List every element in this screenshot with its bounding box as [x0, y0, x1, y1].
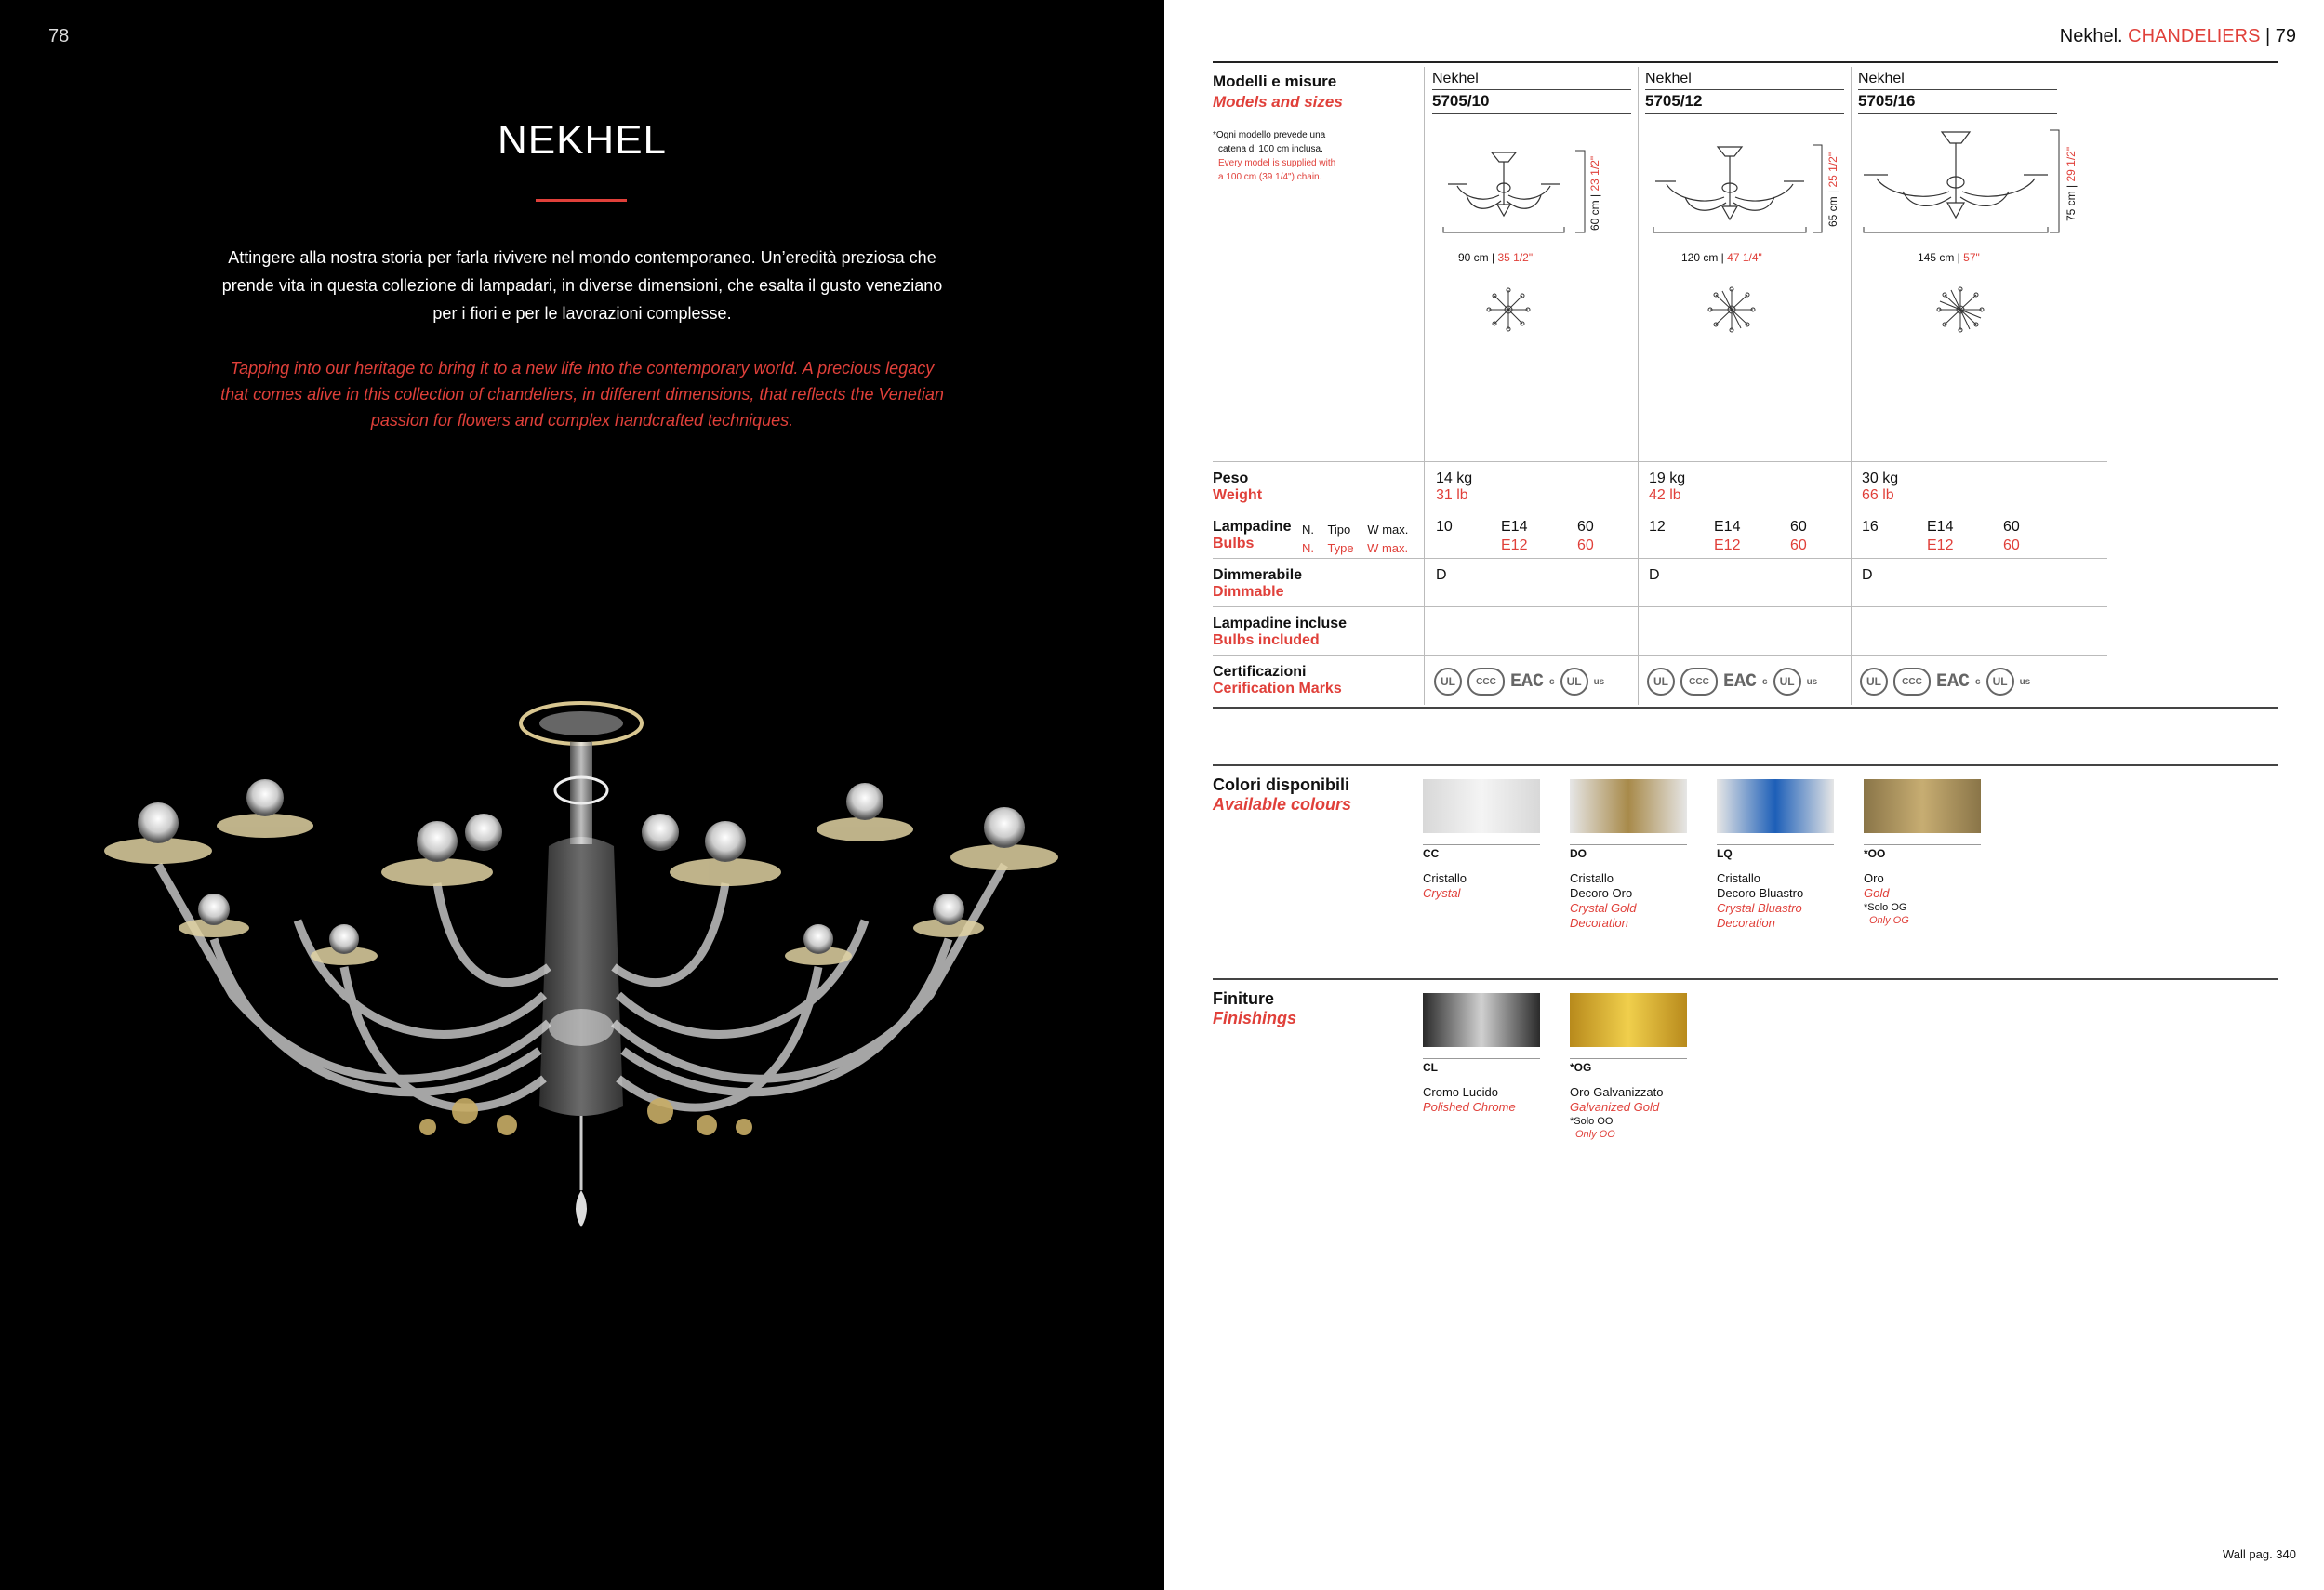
- eac-mark-icon: EAC: [1723, 670, 1758, 693]
- bulbs-subheaders: N. Tipo W max. N. Type W max.: [1302, 523, 1409, 555]
- swatch-name-it: Decoro Bluastro: [1717, 886, 1804, 900]
- chandelier-top-view-drawing: [1704, 286, 1760, 333]
- height-label: 60 cm | 23 1/2": [1588, 155, 1601, 231]
- models-label-it: Modelli e misure: [1213, 73, 1337, 90]
- swatch-sample: [1717, 779, 1834, 833]
- swatch-name-en: Decoration: [1570, 916, 1628, 930]
- intro-italian: Attingere alla nostra storia per farla rivivere nel mondo contemporaneo. Un’eredità preziosa che prende vita in questa collezione di lampadari, in diverse dimensioni, che esalta il gusto veneziano per i fiori e per le lavorazioni complesse.: [221, 248, 943, 323]
- chain-note-it-1: *Ogni modello prevede una: [1213, 130, 1326, 140]
- model-column-5705-16: [1858, 71, 2057, 114]
- intro-english: Tapping into our heritage to bring it to a new life into the contemporary world. A precious legacy that comes alive in this collection of chandeliers, in different dimensions, that reflects the Venetian passion for flowers and complex handcrafted techniques.: [220, 359, 944, 430]
- ul-mark-icon: UL: [1647, 668, 1675, 696]
- swatch-name-en: Gold: [1864, 886, 1890, 900]
- swatch-note: *Solo OG: [1864, 902, 1907, 913]
- finishes-rule: [1213, 978, 2278, 980]
- collection-title: NEKHEL: [497, 117, 668, 163]
- header-section: CHANDELIERS: [2128, 26, 2261, 46]
- chandelier-side-drawing: [1858, 126, 2053, 242]
- models-label-en: Models and sizes: [1213, 93, 1343, 111]
- dimmable-value: D: [1649, 567, 1660, 583]
- model-name: Nekhel: [1645, 71, 1692, 86]
- model-column-5705-10: [1432, 71, 1631, 114]
- swatch-code: CC: [1423, 847, 1440, 860]
- weight-label: Peso Weight: [1213, 470, 1263, 503]
- swatch-card: [1570, 993, 1687, 1141]
- swatch-name-en: Polished Chrome: [1423, 1100, 1516, 1114]
- width-label: 120 cm | 47 1/4": [1681, 251, 1762, 264]
- swatch-sample: [1570, 779, 1687, 833]
- swatch-name-en: Crystal Bluastro: [1717, 901, 1802, 915]
- header-separator: |: [2264, 26, 2271, 46]
- swatch-code: *OO: [1864, 847, 1886, 860]
- swatch-name-en: Crystal Gold: [1570, 901, 1637, 915]
- ccc-mark-icon: CCC: [1467, 668, 1505, 696]
- bulbs-label: Lampadine Bulbs: [1213, 519, 1292, 551]
- chandelier-side-drawing: [1434, 139, 1574, 242]
- swatch-name-it: Decoro Oro: [1570, 886, 1633, 900]
- finishes-label: Finiture Finishings: [1213, 989, 1296, 1027]
- height-label: 75 cm | 29 1/2": [2065, 146, 2078, 221]
- ccc-mark-icon: CCC: [1893, 668, 1931, 696]
- swatch-name-it: Oro: [1864, 871, 1884, 885]
- swatch-name-it: Cristallo: [1717, 871, 1760, 885]
- swatch-note-en: Only OO: [1575, 1129, 1615, 1140]
- swatch-name-it: Cristallo: [1570, 871, 1614, 885]
- swatch-card: [1717, 779, 1834, 931]
- weight-value: 14 kg 31 lb: [1436, 470, 1473, 503]
- row-divider: [1213, 461, 2107, 462]
- chain-note: [1213, 128, 1335, 184]
- dimmable-value: D: [1862, 567, 1873, 583]
- chain-note-it-2: catena di 100 cm inclusa.: [1218, 144, 1323, 154]
- model-code: 5705/12: [1645, 92, 1703, 110]
- certification-marks: UL CCC EAC c UL us: [1647, 668, 1817, 696]
- swatch-note: *Solo OO: [1570, 1116, 1614, 1127]
- header-rule: [1213, 61, 2278, 63]
- chain-note-en-2: a 100 cm (39 1/4") chain.: [1218, 172, 1322, 182]
- swatch-name-it: Oro Galvanizzato: [1570, 1085, 1664, 1099]
- certifications-label: Certificazioni Cerification Marks: [1213, 664, 1342, 696]
- swatch-sample: [1864, 779, 1981, 833]
- model-column-5705-12: [1645, 71, 1844, 114]
- row-divider: [1213, 606, 2107, 607]
- chain-note-en-1: Every model is supplied with: [1218, 158, 1336, 168]
- swatch-note-en: Only OG: [1869, 915, 1909, 926]
- swatch-name-it: Cristallo: [1423, 871, 1467, 885]
- dimmable-label: Dimmerabile Dimmable: [1213, 567, 1303, 600]
- certification-marks: UL CCC EAC c UL us: [1860, 668, 2030, 696]
- cul-us-mark-icon: UL: [1986, 668, 2014, 696]
- column-divider: [1424, 67, 1425, 705]
- row-divider: [1213, 655, 2107, 656]
- colours-label: Colori disponibili Available colours: [1213, 775, 1352, 814]
- swatch-name-en: Decoration: [1717, 916, 1775, 930]
- swatch-name-it: Cromo Lucido: [1423, 1085, 1498, 1099]
- chandelier-side-drawing: [1646, 139, 1813, 242]
- swatch-sample: [1423, 779, 1540, 833]
- cul-us-mark-icon: UL: [1773, 668, 1801, 696]
- title-divider: [536, 199, 627, 202]
- ul-mark-icon: UL: [1860, 668, 1888, 696]
- model-name: Nekhel: [1432, 71, 1479, 86]
- swatch-sample: [1423, 993, 1540, 1047]
- swatch-name-en: Crystal: [1423, 886, 1461, 900]
- row-divider: [1213, 558, 2107, 559]
- bulbs-included-label: Lampadine incluse Bulbs included: [1213, 616, 1348, 648]
- chandelier-top-view-drawing: [1932, 286, 1988, 333]
- model-code: 5705/16: [1858, 92, 1916, 110]
- chandelier-top-view-drawing: [1481, 286, 1536, 333]
- height-label: 65 cm | 25 1/2": [1826, 152, 1839, 227]
- table-bottom-rule: [1213, 707, 2278, 709]
- eac-mark-icon: EAC: [1510, 670, 1545, 693]
- weight-value: 19 kg 42 lb: [1649, 470, 1686, 503]
- model-name: Nekhel: [1858, 71, 1905, 86]
- swatch-code: LQ: [1717, 847, 1733, 860]
- swatch-card: [1423, 993, 1540, 1115]
- column-divider: [1851, 67, 1852, 705]
- right-page-number: 79: [2275, 26, 2296, 46]
- chandelier-photo: [65, 688, 1088, 1283]
- wall-reference: Wall pag. 340: [2222, 1547, 2296, 1561]
- column-divider: [1638, 67, 1639, 705]
- ul-mark-icon: UL: [1434, 668, 1462, 696]
- certification-marks: UL CCC EAC c UL us: [1434, 668, 1604, 696]
- ccc-mark-icon: CCC: [1680, 668, 1718, 696]
- swatch-card: [1570, 779, 1687, 931]
- width-label: 90 cm | 35 1/2": [1458, 251, 1534, 264]
- running-header: [2060, 26, 2296, 47]
- right-page: Nekhel. CHANDELIERS | 79 Modelli e misure Models and sizes *Ogni modello prevede una catena di 100 cm inclusa. Every model is supplied with a 100 cm (39 1/4") chain. Nekhel 5705/10 Nekhel 5705/12 Nekhel 5705/16 60 cm | 23 1/2" 90 cm | 35 1/2" 65 cm | 25 1/2" 120 cm | 47 1/4" 75 cm | 29 1/2" 145 cm | 57" Peso Weight 14 kg 31 lb 19 kg 42 lb 30 kg 66 lb Lampadine Bulbs N. Tipo W max. N. Type W max. 10 E14 E12 60 60 12 E14 E12 60 60 16 E14 E12 60 60 Dimmerabile Dimmable D D D Lampadine incluse Bulbs included Certificazioni Cerification Marks UL CCC EAC c UL us UL CCC EAC c UL us UL CCC EAC c UL us Colori disponibili Available colours Finiture Finishings Wall pag. 340 CC Cristallo Crystal DO Cristallo Decoro Oro Crystal Gold Decoration LQ Cristallo Decoro Bluastro Crystal Bluastro Decoration *OO Oro Gold *Solo OG Only OG CL Cromo Lucido Polished Chrome *OG Oro Galvanizzato Galvanized Gold *Solo OO Only OO: [1164, 0, 2324, 1590]
- weight-value: 30 kg 66 lb: [1862, 470, 1899, 503]
- width-label: 145 cm | 57": [1918, 251, 1980, 264]
- swatch-card: [1864, 779, 1981, 927]
- swatch-sample: [1570, 993, 1687, 1047]
- swatch-code: *OG: [1570, 1061, 1592, 1074]
- swatch-code: CL: [1423, 1061, 1438, 1074]
- cul-us-mark-icon: UL: [1560, 668, 1588, 696]
- eac-mark-icon: EAC: [1936, 670, 1971, 693]
- swatch-code: DO: [1570, 847, 1587, 860]
- colours-rule: [1213, 764, 2278, 766]
- left-page-number: 78: [48, 26, 70, 46]
- model-code: 5705/10: [1432, 92, 1490, 110]
- swatch-card: [1423, 779, 1540, 901]
- swatch-name-en: Galvanized Gold: [1570, 1100, 1660, 1114]
- header-brand: Nekhel.: [2059, 26, 2123, 46]
- dimmable-value: D: [1436, 567, 1447, 583]
